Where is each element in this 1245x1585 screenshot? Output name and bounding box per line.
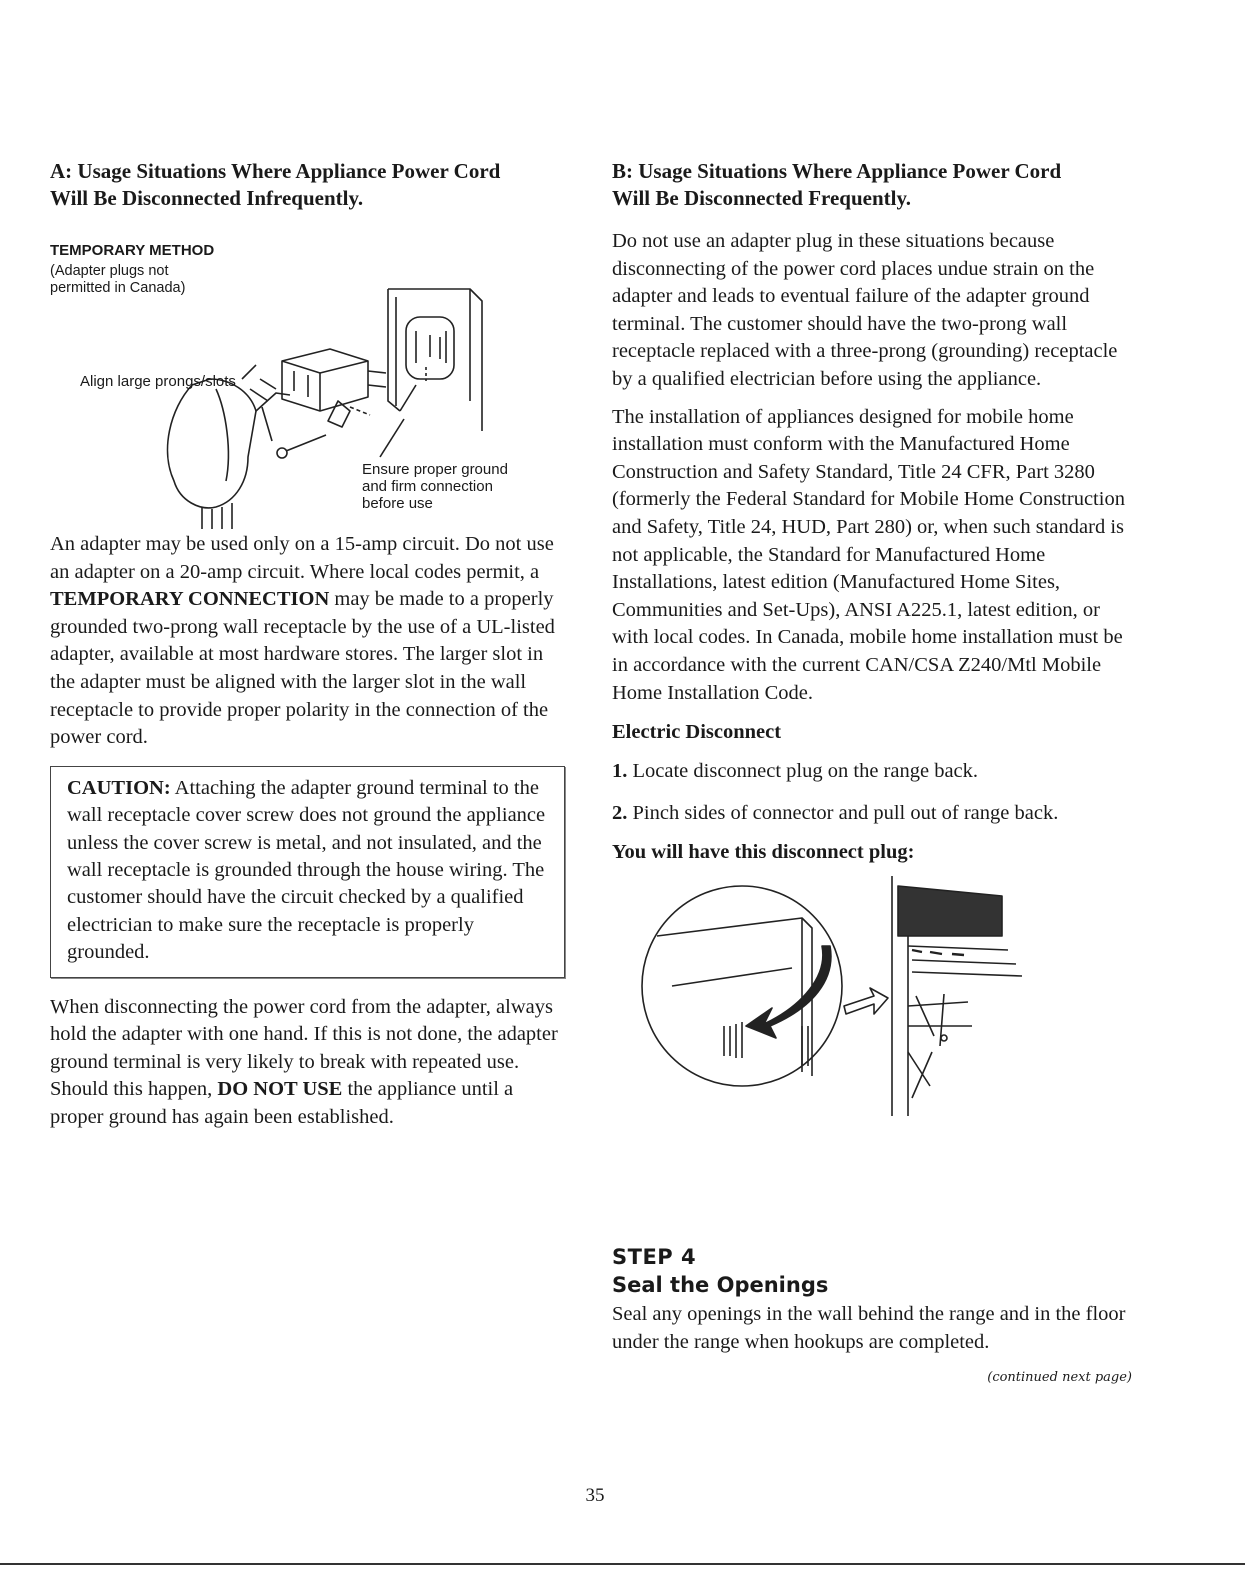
heading-line: Will Be Disconnected Infrequently. [50, 186, 364, 210]
continued-note: (continued next page) [987, 1370, 1132, 1386]
note-line: (Adapter plugs not [50, 263, 169, 279]
note-line: permitted in Canada) [50, 280, 186, 296]
text-run: Attaching the adapter ground terminal to the wall receptacle cover screw does not ground the appliance unless the cover screw is metal, and not insulated, and the wall receptacle is grounded through the house wiring. The customer should have the circuit checked by a qualified electrician to make sure the receptacle is properly grounded. [67, 776, 546, 964]
temporary-connection-emphasis: TEMPORARY CONNECTION [50, 588, 330, 611]
temporary-method-title: TEMPORARY METHOD [50, 242, 215, 259]
page-number: 35 [585, 1485, 605, 1506]
disconnect-plug-illustration [612, 876, 1132, 1121]
step-number: 2. [612, 801, 628, 824]
section-b-heading [612, 158, 1132, 212]
step-1 [612, 758, 1132, 786]
step-number: 1. [612, 760, 628, 783]
adapter-plug-illustration [50, 261, 565, 531]
mobile-home-paragraph: The installation of appliances designed for mobile home installation must conform with the Manufactured Home Construction and Safety Standard, Title 24 CFR, Part 3280 (formerly the Federal Standard for Mobile Home Construction and Safety, Title 24, HUD, Part 280) or, when such standard is not applicable, the Standard for Manufactured Home Installations, latest edition (Manufactured Home Sites, Communities and Set-Ups), ANSI A225.1, latest edition, or with local codes. In Canada, mobile home installation must be in accordance with the current CAN/CSA Z240/Mtl Mobile Home Installation Code. [612, 405, 1125, 704]
step-text: Locate disconnect plug on the range back. [627, 760, 979, 783]
text-run: the appliance until a proper ground has again been established. [50, 1078, 514, 1128]
note-line: Ensure proper ground [362, 461, 508, 478]
heading-line: B: Usage Situations Where Appliance Power Cord [612, 159, 1062, 183]
step-2 [612, 800, 1132, 828]
disconnect-plug-drawing [612, 876, 1132, 1121]
adapter-warning-paragraph: Do not use an adapter plug in these situations because disconnecting of the power cord places undue strain on the adapter and leads to eventual failure of the adapter ground terminal. The customer should have the two-prong wall receptacle replaced with a three-prong (grounding) receptacle by a qualified electrician before using the appliance. [612, 230, 1118, 390]
section-a-heading [50, 158, 565, 212]
heading-line: Will Be Disconnected Frequently. [612, 186, 912, 210]
step-4-section [612, 1245, 1132, 1385]
caution-label: CAUTION: [67, 776, 171, 799]
left-column [50, 158, 565, 1132]
right-column [612, 158, 1132, 1121]
step-label: STEP 4 [612, 1245, 697, 1269]
step-text: Pinch sides of connector and pull out of range back. [627, 801, 1059, 824]
note-line: before use [362, 495, 433, 512]
footer-divider [0, 1563, 1245, 1565]
align-prongs-label: Align large prongs/slots [80, 373, 236, 390]
caution-text [67, 775, 548, 967]
do-not-use-emphasis: DO NOT USE [217, 1078, 343, 1101]
adapter-paragraph [50, 531, 565, 752]
text-run: may be made to a properly grounded two-prong wall receptacle by the use of a UL-listed adapter, available at most hardware stores. The larger slot in the adapter must be aligned with the larger slot in the wall receptacle to provide proper polarity in the connection of the power cord. [50, 588, 555, 749]
note-line: and firm connection [362, 478, 493, 495]
text-run: An adapter may be used only on a 15-amp circuit. Do not use an adapter on a 20-amp circuit. Where local codes permit, a [50, 533, 554, 583]
caution-box [50, 766, 565, 978]
heading-line: A: Usage Situations Where Appliance Power Cord [50, 159, 501, 183]
electric-disconnect-heading: Electric Disconnect [612, 721, 782, 744]
ensure-ground-note [362, 461, 562, 512]
disconnecting-paragraph [50, 994, 565, 1132]
disconnect-plug-heading: You will have this disconnect plug: [612, 841, 915, 864]
step-text: Seal any openings in the wall behind the range and in the floor under the range when hookups are completed. [612, 1303, 1126, 1353]
step-title: Seal the Openings [612, 1273, 829, 1297]
text-run: When disconnecting the power cord from the adapter, always hold the adapter with one hand. If this is not done, the adapter ground terminal is very likely to break with repeated use. Should this happen, [50, 995, 558, 1101]
